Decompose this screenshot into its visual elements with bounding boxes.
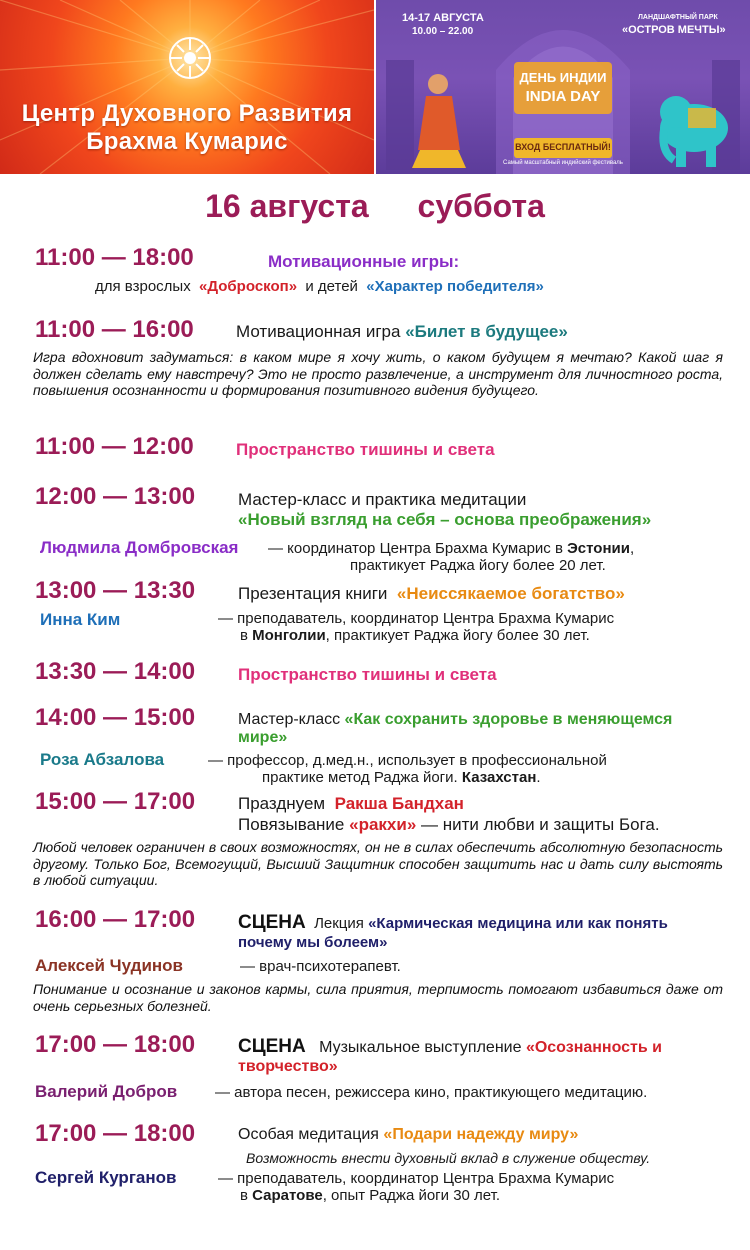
event-1-title: Мотивационные игры: (268, 252, 460, 271)
header-banner (0, 0, 750, 174)
event-11-time: 17:00 — 18:00 (35, 1120, 196, 1147)
event-9-title: СЦЕНА Лекция «Кармическая медицина или как понять (238, 912, 668, 933)
dancer-icon (412, 74, 466, 168)
event-10-speaker: Валерий Добров (35, 1082, 178, 1101)
event-11-speaker: Сергей Курганов (35, 1168, 177, 1187)
event-7-title: Мастер-класс «Как сохранить здоровье в меняющемся (238, 711, 673, 728)
event-1-details: для взрослых «Доброскоп» и детей «Характер победителя» (95, 278, 544, 295)
event-4-prefix: Мастер-класс и практика медитации (238, 490, 527, 509)
event-5-speaker-about2: в Монголии, практикует Раджа йогу более 30 лет. (240, 627, 590, 644)
event-8-title: Празднуем Ракша Бандхан (238, 794, 464, 813)
event-9-title-line2: почему мы болеем» (238, 934, 388, 951)
event-7-title-line2: мире» (238, 729, 288, 746)
event-8-time: 15:00 — 17:00 (35, 788, 196, 815)
event-7-speaker-about2: практике метод Раджа йоги. Казахстан. (262, 769, 541, 786)
india-day-banner (376, 0, 750, 174)
event-8-description: Любой человек ограничен в своих возможностях, он не в силах обеспечить абсолютную безопасность другому. Только Бог, Всемогущий, Высший Защитник способен защитить нас и дать силу выстоять в любой ситуации. (33, 839, 723, 888)
event-10-title: СЦЕНА Музыкальное выступление «Осознанность и (238, 1036, 662, 1057)
event-3-title: Пространство тишины и света (236, 440, 495, 459)
park-label: ЛАНДШАФТНЫЙ ПАРК (638, 14, 718, 21)
event-4-title: «Новый взгляд на себя – основа преображения» (238, 510, 652, 529)
event-10-title-line2: творчество» (238, 1058, 338, 1075)
event-4-time: 12:00 — 13:00 (35, 483, 196, 510)
brahma-kumaris-banner (0, 0, 374, 174)
event-2-description: Игра вдохновит задуматься: в каком мире я хочу жить, о каком будущем я мечтаю? Какой шаг я должен сделать ему навстречу? Это не просто развлечение, а инструмент для личностного роста, повышения осознанности и формирования позитивного видения будущего. (33, 349, 723, 398)
event-10-speaker-about: — автора песен, режиссера кино, практикующего медитацию. (215, 1084, 648, 1101)
event-5-time: 13:00 — 13:30 (35, 577, 196, 604)
event-2-time: 11:00 — 16:00 (35, 316, 194, 343)
mandala-icon (170, 38, 210, 78)
date-text: 16 августа (205, 188, 369, 224)
india-day-title-en: INDIA DAY (525, 88, 601, 105)
event-3-time: 11:00 — 12:00 (35, 433, 194, 460)
event-5-speaker-about1: — преподаватель, координатор Центра Брахма Кумарис (218, 610, 615, 627)
event-6-time: 13:30 — 14:00 (35, 658, 196, 685)
event-1-time: 11:00 — 18:00 (35, 244, 194, 271)
event-11-speaker-about2: в Саратове, опыт Раджа йоги 30 лет. (240, 1187, 501, 1204)
event-5-title: Презентация книги «Неиссякаемое богатство» (238, 584, 625, 603)
india-day-title-ru: ДЕНЬ ИНДИИ (519, 70, 607, 85)
event-7-time: 14:00 — 15:00 (35, 704, 196, 731)
event-5-speaker: Инна Ким (40, 610, 121, 629)
festival-hours: 10.00 – 22.00 (412, 26, 474, 37)
event-11-note: Возможность внести духовный вклад в служение обществу. (246, 1150, 651, 1166)
event-7-speaker-about1: — профессор, д.мед.н., использует в профессиональной (208, 752, 607, 769)
center-name-line1: Центр Духовного Развития (21, 100, 353, 127)
event-8-line2: Повязывание «ракхи» — нити любви и защиты Бога. (238, 815, 660, 834)
festival-dates: 14-17 АВГУСТА (402, 12, 484, 24)
weekday-text: суббота (417, 188, 545, 224)
event-2-title: Мотивационная игра «Билет в будущее» (236, 322, 568, 341)
event-11-title: Особая медитация «Подари надежду миру» (238, 1126, 579, 1143)
event-4-speaker: Людмила Домбровская (40, 538, 239, 557)
event-10-time: 17:00 — 18:00 (35, 1031, 196, 1058)
center-name-line2: Брахма Кумарис (86, 128, 288, 155)
event-9-time: 16:00 — 17:00 (35, 906, 196, 933)
event-4-speaker-about2: практикует Раджа йогу более 20 лет. (350, 557, 606, 574)
page-title (0, 188, 750, 225)
event-4-speaker-about1: — координатор Центра Брахма Кумарис в Эстонии, (268, 540, 635, 557)
event-11-speaker-about1: — преподаватель, координатор Центра Брахма Кумарис (218, 1170, 615, 1187)
event-9-speaker: Алексей Чудинов (35, 956, 183, 975)
event-7-speaker: Роза Абзалова (40, 750, 165, 769)
event-6-title: Пространство тишины и света (238, 665, 497, 684)
park-name: «ОСТРОВ МЕЧТЫ» (622, 24, 726, 36)
free-entry: ВХОД БЕСПЛАТНЫЙ! (515, 142, 611, 152)
event-9-speaker-about: — врач-психотерапевт. (240, 958, 401, 975)
event-9-description: Понимание и осознание и законов кармы, сила приятия, терпимость помогают избавиться даже от очень серьезных болезней. (33, 981, 723, 1014)
festival-tagline: Самый масштабный индийский фестиваль (503, 160, 623, 166)
